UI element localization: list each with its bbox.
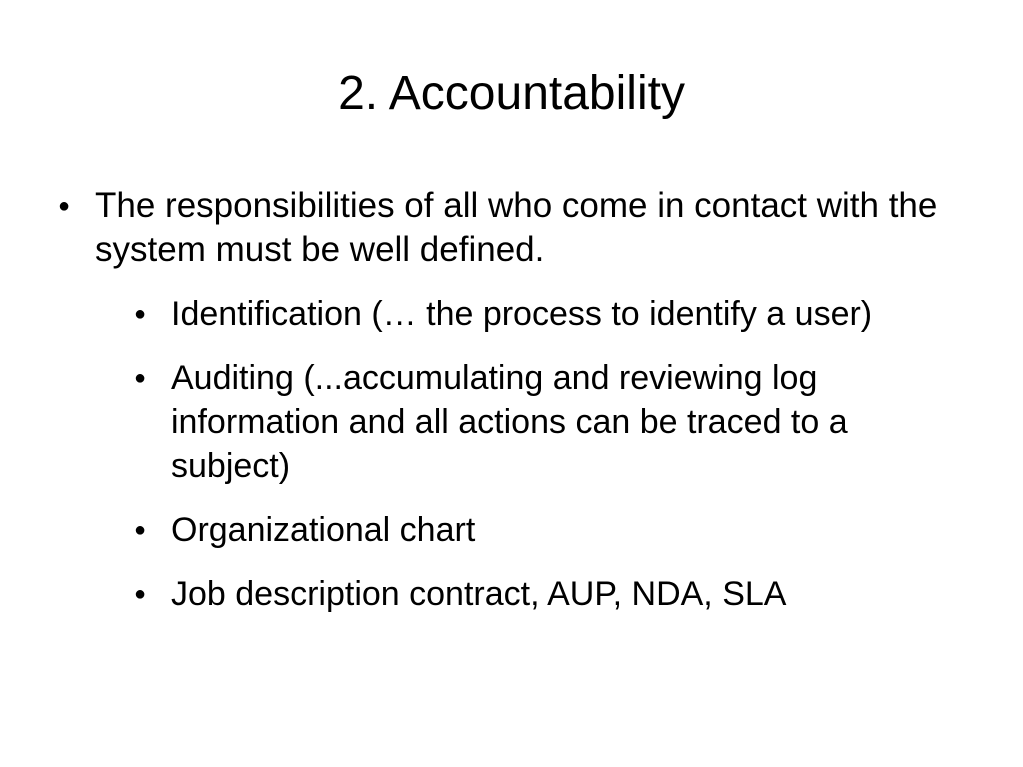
- sub-bullet-text: Auditing (...accumulating and reviewing log information and all actions can be traced to a subject): [171, 359, 848, 485]
- slide-body: [58, 184, 968, 636]
- sub-bullet-item: [134, 572, 968, 616]
- slide-title: 2. Accountability: [338, 67, 685, 120]
- sub-bullet-text: Identification (… the process to identify a user): [171, 295, 873, 333]
- bullet-text: The responsibilities of all who come in contact with the system must be well defined.: [95, 186, 938, 269]
- sub-bullet-item: [134, 508, 968, 552]
- bullet-dot-icon: ●: [134, 519, 147, 541]
- bullet-item: [58, 184, 968, 272]
- bullet-dot-icon: ●: [134, 583, 147, 605]
- sub-bullet-item: [134, 292, 968, 336]
- bullet-dot-icon: ●: [58, 195, 71, 217]
- sub-bullet-text: Job description contract, AUP, NDA, SLA: [171, 575, 787, 613]
- sub-bullet-text: Organizational chart: [171, 511, 476, 549]
- sub-bullet-item: [134, 356, 968, 488]
- bullet-dot-icon: ●: [134, 303, 147, 325]
- bullet-dot-icon: ●: [134, 367, 147, 389]
